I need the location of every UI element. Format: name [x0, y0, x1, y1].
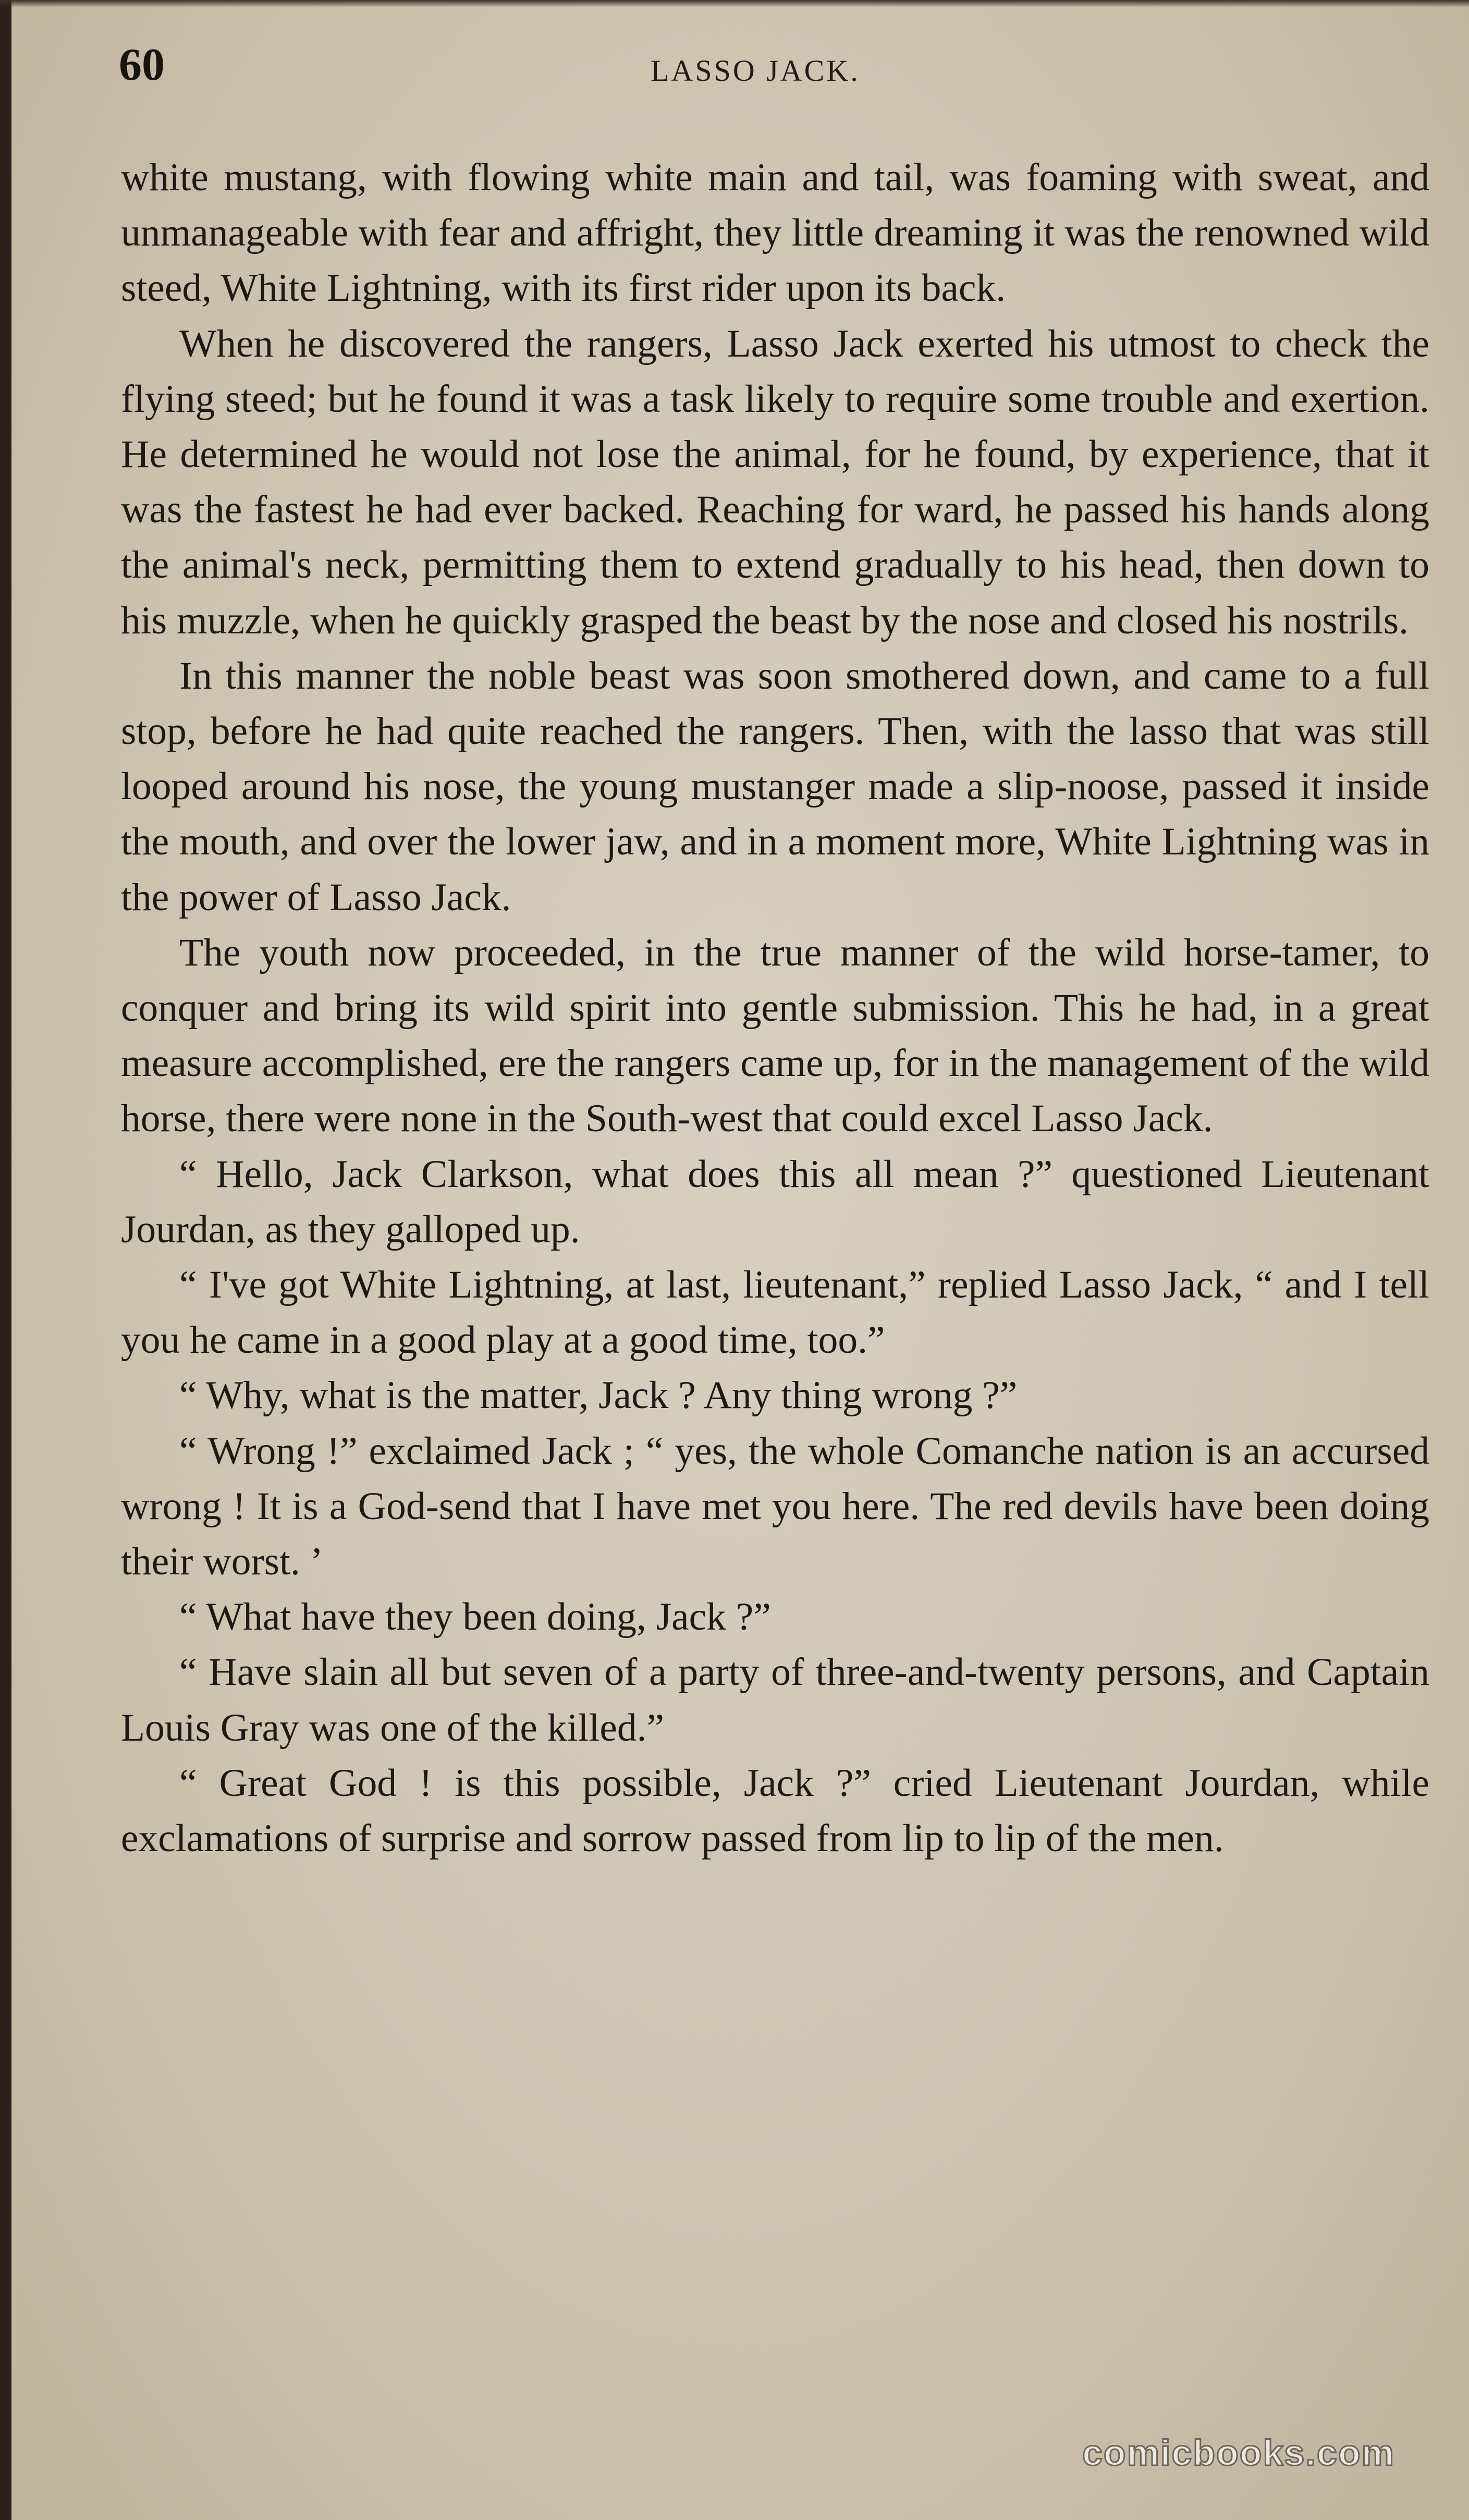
page-top-edge [0, 0, 1469, 7]
dialogue-paragraph: “ I've got White Lightning, at last, lieutenant,” replied Lasso Jack, “ and I tell you he came in a good play at a good time, too.” [121, 1263, 1429, 1362]
page-header [0, 36, 1469, 94]
dialogue-paragraph: “ Great God ! is this possible, Jack ?” cried Lieutenant Jourdan, while exclamations of surprise and sorrow passed from lip to lip of the men. [121, 1761, 1429, 1861]
page-number: 60 [119, 40, 165, 90]
paragraph: In this manner the noble beast was soon smothered down, and came to a full stop, before he had quite reached the rangers. Then, with the lasso that was still looped around his nose, the young mustanger made a slip-noose, passed it inside the mouth, and over the lower jaw, and in a moment more, White Lightning was in the power of Lasso Jack. [121, 654, 1429, 919]
dialogue-paragraph: “ Hello, Jack Clarkson, what does this all mean ?” questioned Lieutenant Jourdan, as they galloped up. [121, 1152, 1429, 1251]
paragraph: When he discovered the rangers, Lasso Jack exerted his utmost to check the flying steed; but he found it was a task likely to require some trouble and exertion. He determined he would not lose the animal, for he found, by experience, that it was the fastest he had ever backed. Reaching for ward, he passed his hands along the animal's neck, permitting them to extend gradually to his head, then down to his muzzle, when he quickly grasped the beast by the nose and closed his nostrils. [121, 322, 1429, 642]
dialogue-paragraph: “ What have they been doing, Jack ?” [179, 1595, 771, 1639]
page-binding-edge [0, 0, 11, 2520]
dialogue-paragraph: “ Have slain all but seven of a party of three-and-twenty persons, and Captain Louis Gray was one of the killed.” [121, 1650, 1429, 1750]
watermark: comicbooks.com [1082, 2432, 1395, 2473]
dialogue-paragraph: “ Why, what is the matter, Jack ? Any thing wrong ?” [179, 1374, 1018, 1417]
paragraph-continued: white mustang, with flowing white main and tail, was foaming with sweat, and unmanageable with fear and affright, they little dreaming it was the renowned wild steed, White Lightning, with its first rider upon its back. [121, 156, 1429, 310]
dialogue-paragraph: “ Wrong !” exclaimed Jack ; “ yes, the whole Comanche nation is an accursed wrong ! It is a God-send that I have met you here. The red devils have been doing their worst. ’ [121, 1429, 1429, 1584]
paragraph: The youth now proceeded, in the true manner of the wild horse-tamer, to conquer and bring its wild spirit into gentle submission. This he had, in a great measure accomplished, ere the rangers came up, for in the management of the wild horse, there were none in the South-west that could excel Lasso Jack. [121, 931, 1429, 1141]
body-text [121, 150, 1429, 1866]
running-head: LASSO JACK. [651, 54, 860, 88]
